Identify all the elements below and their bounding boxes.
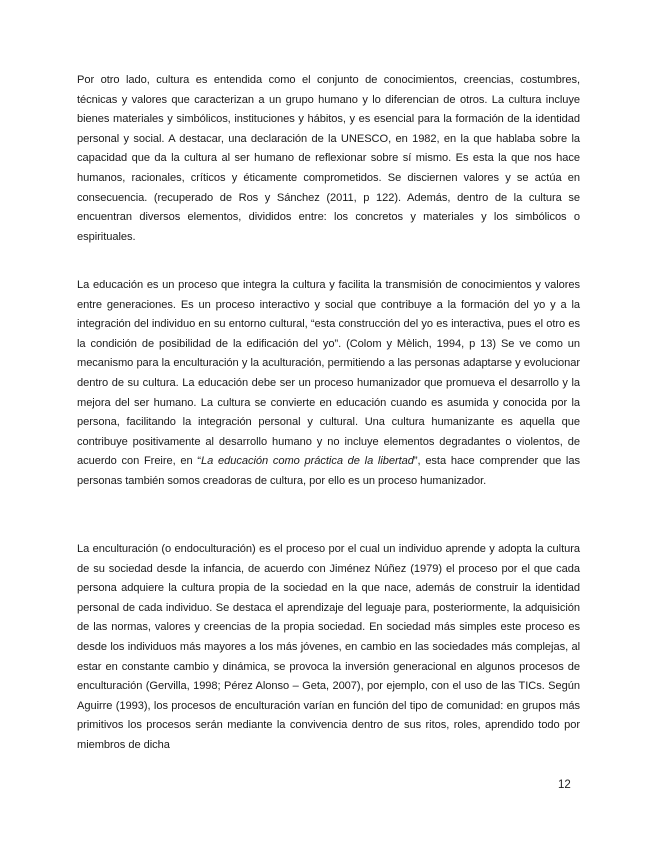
page-number: 12: [558, 779, 571, 791]
paragraph-text: La enculturación (o endoculturación) es el proceso por el cual un individuo aprende y adopta la cultura de su sociedad desde la infancia, de acuerdo con Jiménez Núñez (1979) el proceso por el que cada persona adquiere la cultura propia de la sociedad en la que nace, además de construir la identidad personal de cada individuo. Se destaca el aprendizaje del leguaje para, posteriormente, la adquisición de las normas, valores y creencias de la propia sociedad. En sociedad más simples este proceso es desde los individuos más mayores a los más jóvenes, en cambio en las sociedades más complejas, al estar en constante cambio y dinámica, se provoca la inversión generacional en algunos procesos de enculturación (Gervilla, 1998; Pérez Alonso – Geta, 2007), por ejemplo, con el uso de las TICs. Según Aguirre (1993), los procesos de enculturación varían en función del tipo de comunidad: en grupos más primitivos los procesos serán mediante la convivencia dentro de sus ritos, roles, aprendido todo por miembros de dicha: [77, 543, 580, 751]
book-title-citation: La educación como práctica de la libertad: [201, 455, 414, 468]
paragraph-culture-definition: [77, 71, 580, 247]
paragraph-education: [77, 276, 580, 492]
paragraph-text: ”, esta hace comprender que las personas también somos creadoras de cultura, por ello es un proceso humanizador.: [77, 455, 580, 487]
paragraph-text: La educación es un proceso que integra la cultura y facilita la transmisión de conocimientos y valores entre generaciones. Es un proceso interactivo y social que contribuye a la formación del yo y a la integración del individuo en su entorno cultural, “esta construcción del yo es interactiva, pues el otro es la condición de posibilidad de la edificación del yo”. (Colom y Mèlich, 1994, p 13) Se ve como un mecanismo para la enculturación y la aculturación, permitiendo a las personas adaptarse y evolucionar dentro de su cultura. La educación debe ser un proceso humanizador que promueva el desarrollo y la mejora del ser humano. La cultura se convierte en educación cuando es asumida y conocida por la persona, facilitando la integración personal y cultural. Una cultura humanizante es aquella que contribuye positivamente al desarrollo humano y no incluye elementos degradantes o violentos, de acuerdo con Freire, en “: [77, 279, 580, 468]
paragraph-text: Por otro lado, cultura es entendida como el conjunto de conocimientos, creencias, costumbres, técnicas y valores que caracterizan a un grupo humano y lo diferencian de otros. La cultura incluye bienes materiales y simbólicos, instituciones y hábitos, y es esencial para la formación de la identidad personal y social. A destacar, una declaración de la UNESCO, en 1982, en la que hablaba sobre la capacidad que da la cultura al ser humano de reflexionar sobre sí mismo. Es esta la que nos hace humanos, racionales, críticos y éticamente comprometidos. Se disciernen valores y se actúa en consecuencia. (recuperado de Ros y Sánchez (2011, p 122). Además, dentro de la cultura se encuentran diversos elementos, divididos entre: los concretos y materiales y los simbólicos o espirituales.: [77, 74, 580, 243]
paragraph-enculturation: [77, 540, 580, 756]
